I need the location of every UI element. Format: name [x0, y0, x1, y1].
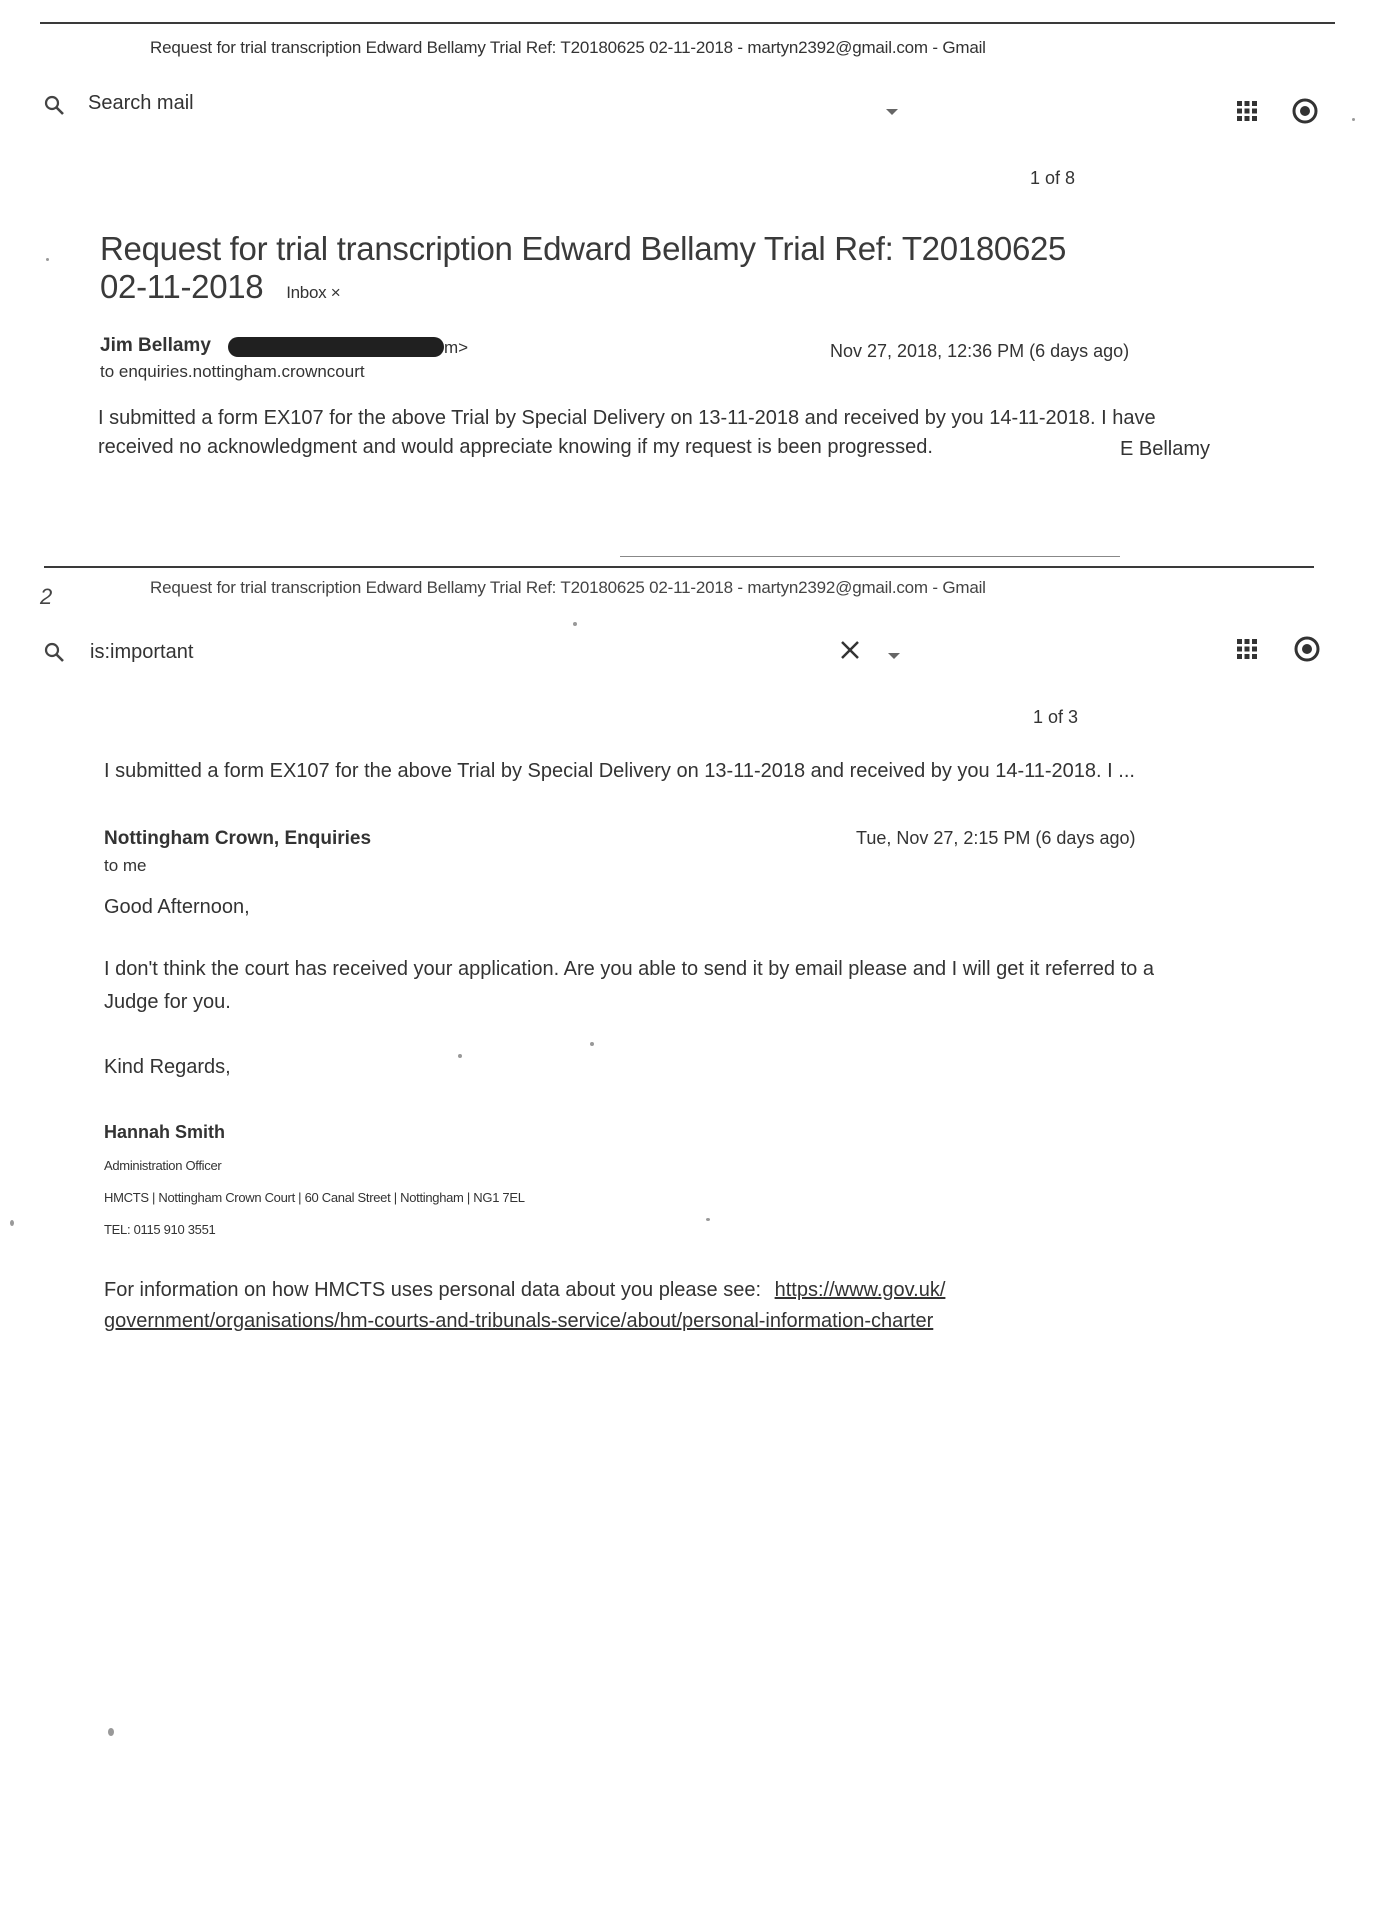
privacy-notice	[104, 1275, 945, 1306]
message-date: Nov 27, 2018, 12:36 PM (6 days ago)	[830, 341, 1130, 361]
subject-line-2	[100, 268, 1066, 312]
message-date-2: Tue, Nov 27, 2:15 PM (6 days ago)	[856, 828, 1136, 848]
message-body-line-2: received no acknowledgment and would appreciate knowing if my request is been progressed.	[98, 436, 933, 458]
greeting: Good Afternoon,	[104, 896, 250, 918]
scan-speck	[10, 1220, 14, 1226]
sender-name-2: Nottingham Crown, Enquiries	[104, 828, 372, 849]
search-icon-2[interactable]	[44, 642, 66, 669]
message-body-line-1: I submitted a form EX107 for the above Trial by Special Delivery on 13-11-2018 and received by you 14-11-2018. I have	[98, 407, 1156, 429]
closing: Kind Regards,	[104, 1056, 231, 1078]
scan-speck	[458, 1054, 462, 1058]
account-icon-2[interactable]	[1294, 636, 1320, 667]
top-border-line	[40, 22, 1335, 24]
apps-grid-icon-2[interactable]	[1236, 638, 1258, 665]
privacy-link-part-2[interactable]: government/organisations/hm-courts-and-tribunals-service/about/personal-information-charter	[104, 1310, 934, 1332]
subject-line-1: Request for trial transcription Edward Bellamy Trial Ref: T20180625	[100, 230, 1067, 267]
account-icon[interactable]	[1292, 98, 1318, 129]
dropdown-arrow-icon[interactable]	[885, 103, 899, 121]
message-signoff: E Bellamy	[1120, 438, 1211, 460]
window-title-2: Request for trial transcription Edward Bellamy Trial Ref: T20180625 02-11-2018 - martyn2392@gmail.com - Gmail	[150, 578, 986, 597]
scan-speck	[590, 1042, 594, 1046]
search-input-2[interactable]: is:important	[90, 641, 194, 663]
privacy-link-part-1[interactable]: https://www.gov.uk/	[774, 1279, 946, 1301]
page-number-mark: 2	[40, 584, 53, 609]
apps-grid-icon[interactable]	[1236, 100, 1258, 127]
page-separator-line	[44, 566, 1314, 568]
collapsed-message-snippet[interactable]: I submitted a form EX107 for the above Trial by Special Delivery on 13-11-2018 and received by you 14-11-2018. I ...	[104, 760, 1135, 782]
recipient-line-2[interactable]: to me	[104, 856, 147, 875]
inbox-label-text: Inbox	[286, 283, 327, 302]
recipient-line[interactable]: to enquiries.nottingham.crowncourt	[100, 362, 365, 381]
privacy-notice-text: For information on how HMCTS uses personal data about you please see:	[104, 1279, 762, 1301]
inbox-remove-icon[interactable]: ×	[330, 283, 341, 302]
scan-speck	[706, 1218, 710, 1221]
clear-search-icon[interactable]	[840, 640, 860, 665]
scan-speck	[108, 1728, 114, 1736]
signature-title: Administration Officer	[104, 1158, 222, 1173]
scan-speck	[573, 622, 577, 626]
inbox-label[interactable]	[286, 283, 340, 302]
email-subject	[100, 230, 1066, 312]
reply-body-line-2: Judge for you.	[104, 991, 231, 1013]
message-counter: 1 of 8	[1030, 168, 1076, 188]
signature-name: Hannah Smith	[104, 1122, 226, 1142]
search-icon[interactable]	[44, 95, 66, 122]
reply-body-line-1: I don't think the court has received your application. Are you able to send it by email please and I will get it referred to a	[104, 958, 1154, 980]
signature-address: HMCTS | Nottingham Crown Court | 60 Canal Street | Nottingham | NG1 7EL	[104, 1190, 525, 1205]
search-input[interactable]: Search mail	[88, 92, 194, 114]
redacted-email	[228, 337, 444, 357]
window-title: Request for trial transcription Edward Bellamy Trial Ref: T20180625 02-11-2018 - martyn2392@gmail.com - Gmail	[150, 38, 986, 57]
sender-email-tail: m>	[444, 338, 469, 357]
message-counter-2: 1 of 3	[1033, 707, 1079, 727]
scan-speck	[1352, 118, 1355, 121]
signature-tel: TEL: 0115 910 3551	[104, 1222, 216, 1237]
subject-line-2-text: 02-11-2018	[100, 268, 264, 305]
scan-speck	[46, 258, 49, 261]
dropdown-arrow-icon-2[interactable]	[887, 647, 901, 665]
page-separator-fragment	[620, 556, 1120, 557]
sender-name: Jim Bellamy	[100, 335, 211, 356]
